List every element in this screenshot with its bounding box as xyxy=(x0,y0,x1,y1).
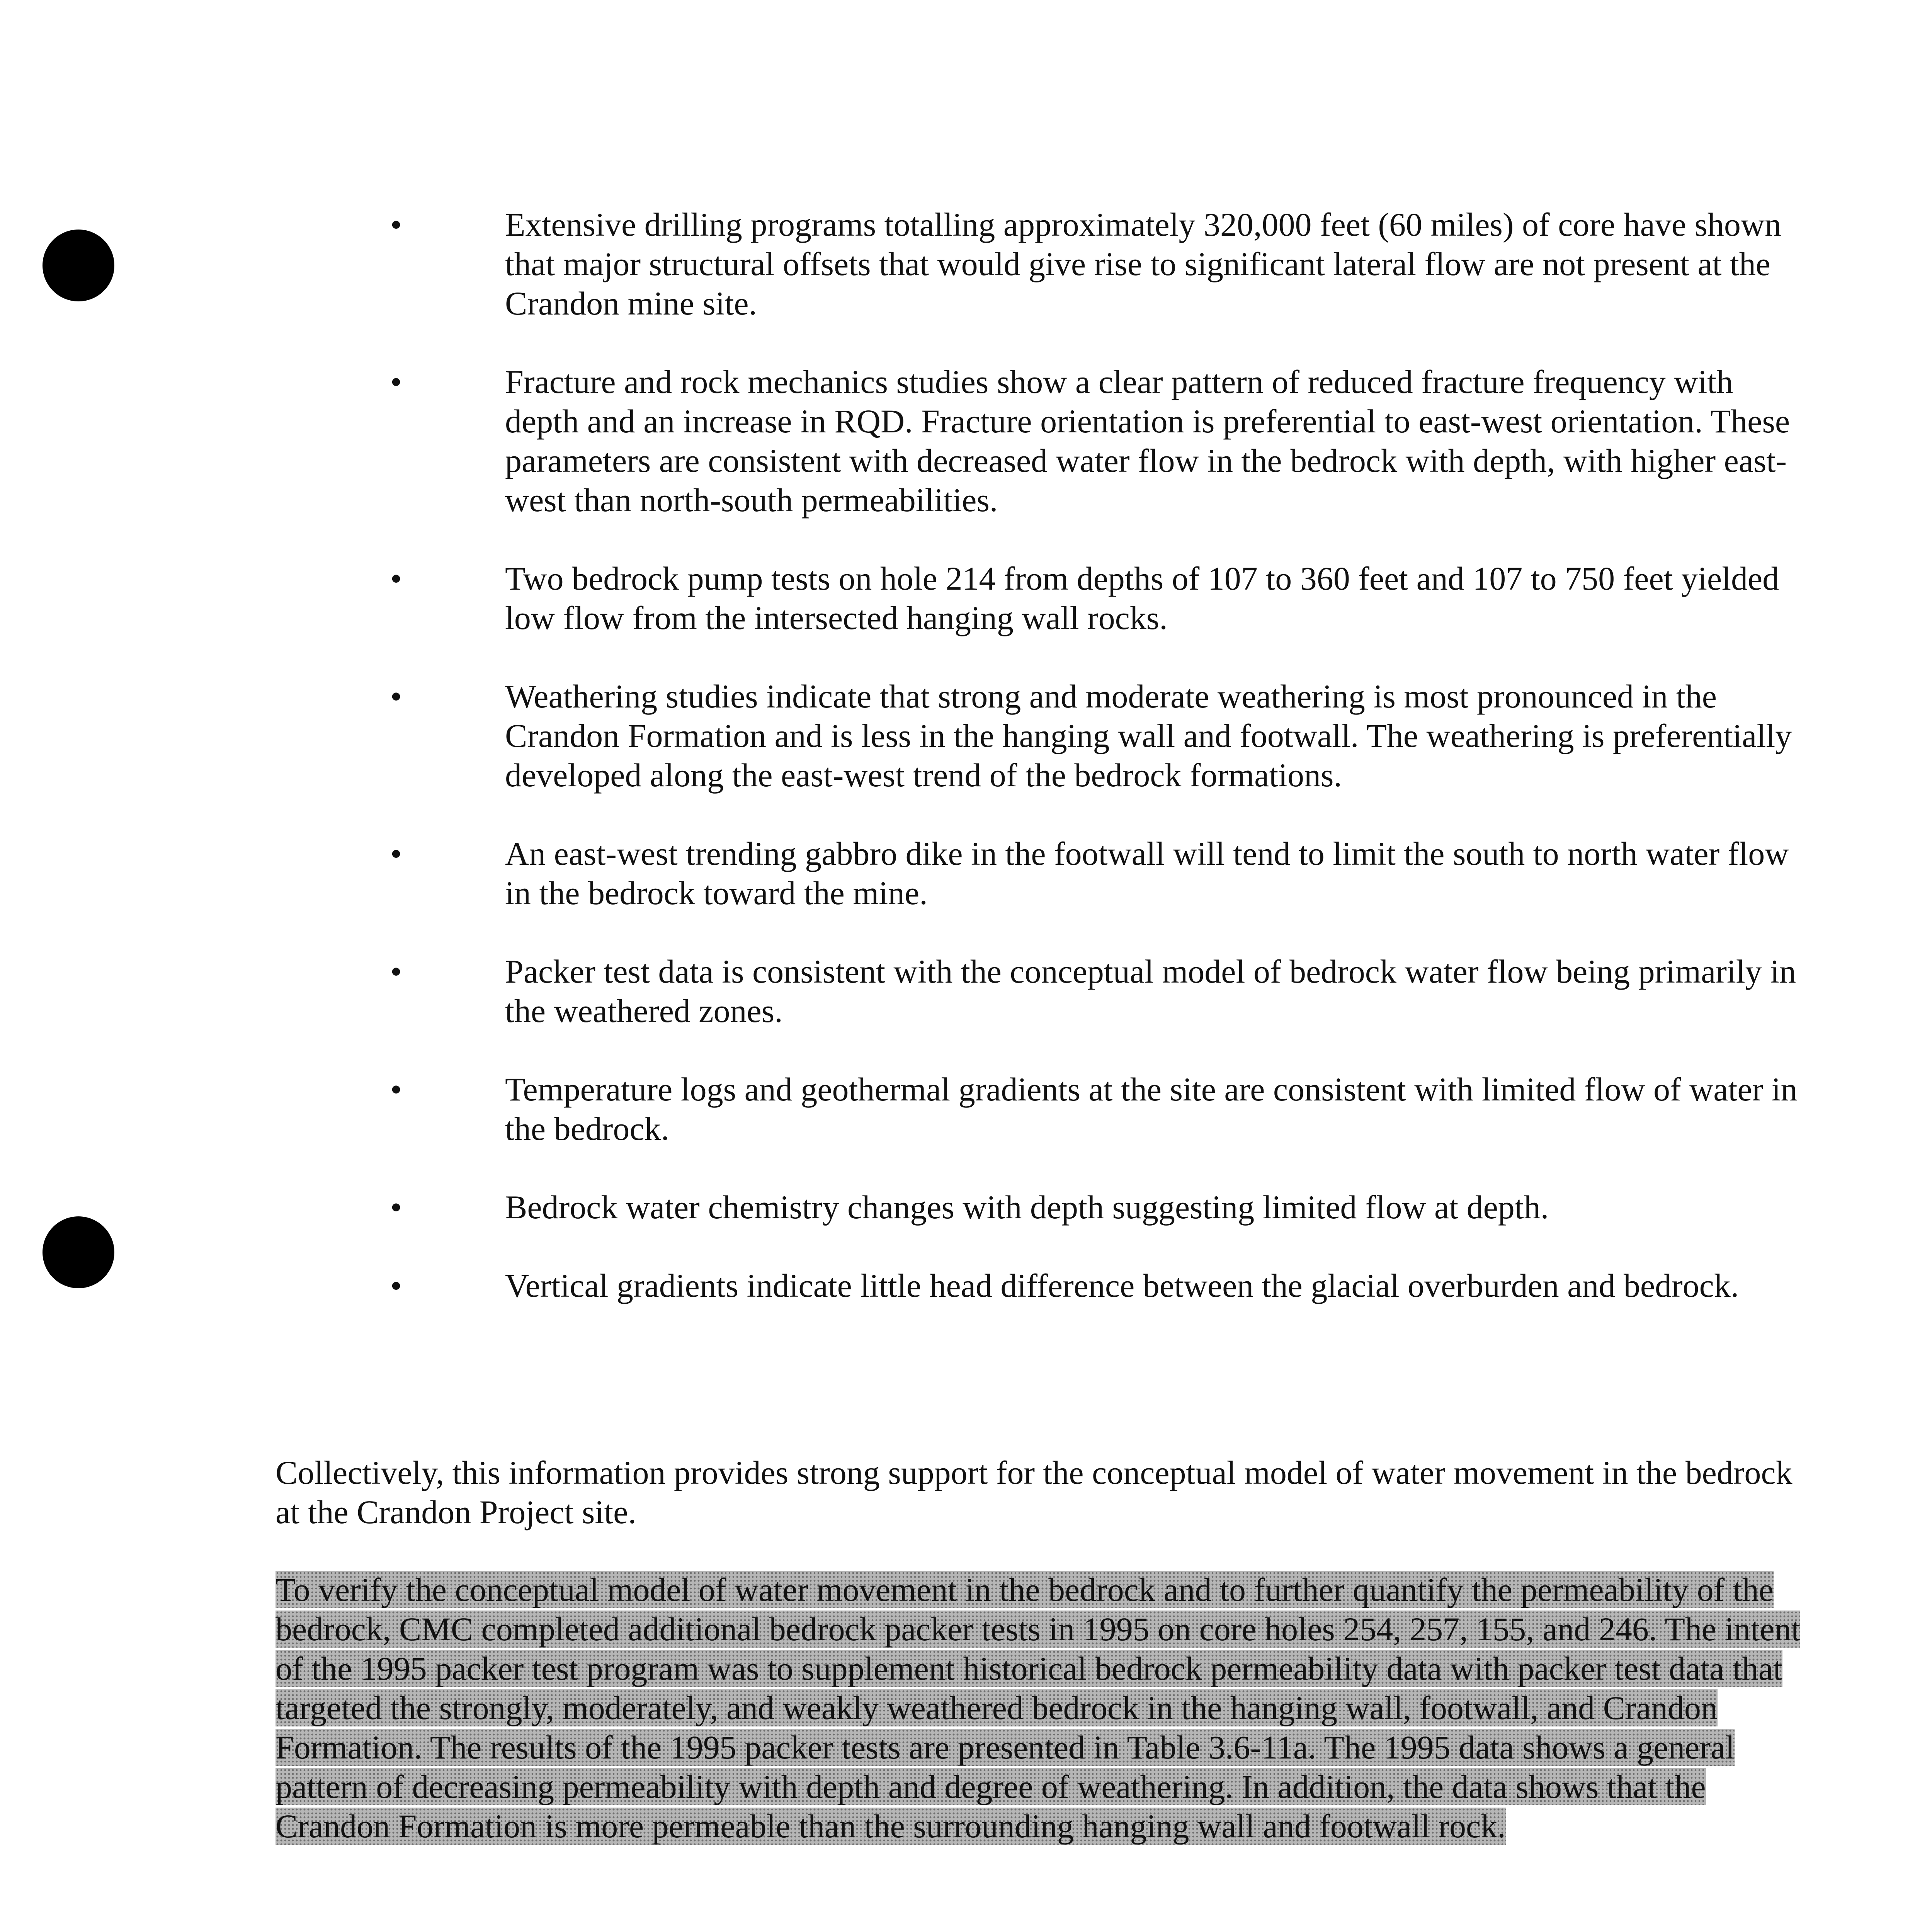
bullet-item xyxy=(390,362,1812,520)
findings-bullet-list xyxy=(390,205,1812,1344)
bullet-text: Packer test data is consistent with the conceptual model of bedrock water flow being primarily in the weathered zones. xyxy=(505,953,1796,1029)
bullet-mark: • xyxy=(390,1071,402,1108)
bullet-mark: • xyxy=(390,1267,402,1304)
bullet-item xyxy=(390,205,1812,323)
bullet-text: Bedrock water chemistry changes with depth suggesting limited flow at depth. xyxy=(505,1189,1549,1226)
bullet-text: Two bedrock pump tests on hole 214 from depths of 107 to 360 feet and 107 to 750 feet yielded low flow from the intersected hanging wall rocks. xyxy=(505,560,1779,636)
highlighted-text: To verify the conceptual model of water movement in the bedrock and to further quantify the permeability of the bedrock, CMC completed additional bedrock packer tests in 1995 on core holes 254, 257, 155, and 246. The intent of the 1995 packer test program was to supplement historical bedrock permeability data with packer test data that targeted the strongly, moderately, and weakly weathered bedrock in the hanging wall, footwall, and Crandon Formation. The results of the 1995 packer tests are presented in Table 3.6-11a. The 1995 data shows a general pattern of decreasing permeability with depth and degree of weathering. In addition, the data shows that the Crandon Formation is more permeable than the surrounding hanging wall and footwall rock. xyxy=(276,1571,1801,1845)
bullet-item xyxy=(390,1070,1812,1148)
summary-paragraph: Collectively, this information provides strong support for the conceptual model of water movement in the bedrock at the Crandon Project site. xyxy=(276,1454,1793,1531)
bullet-item xyxy=(390,1266,1812,1305)
bullet-mark: • xyxy=(390,953,402,990)
bullet-text: Fracture and rock mechanics studies show a clear pattern of reduced fracture frequency with depth and an increase in RQD. Fracture orientation is preferential to east-west orientation. These parameters are consistent with decreased water flow in the bedrock with depth, with higher east-west than north-south permeabilities. xyxy=(505,363,1790,519)
bullet-mark: • xyxy=(390,1189,402,1226)
bullet-item xyxy=(390,559,1812,638)
packer-test-paragraph xyxy=(276,1570,1810,1846)
bullet-mark: • xyxy=(390,678,402,715)
bullet-text: Weathering studies indicate that strong and moderate weathering is most pronounced in the Crandon Formation and is less in the hanging wall and footwall. The weathering is preferentially developed along the east-west trend of the bedrock formations. xyxy=(505,678,1792,794)
bullet-mark: • xyxy=(390,560,402,597)
binder-hole xyxy=(43,1216,114,1288)
bullet-text: An east-west trending gabbro dike in the footwall will tend to limit the south to north water flow in the bedrock toward the mine. xyxy=(505,835,1789,912)
bullet-mark: • xyxy=(390,835,402,872)
bullet-text: Extensive drilling programs totalling approximately 320,000 feet (60 miles) of core have shown that major structural offsets that would give rise to significant lateral flow are not present at the Crandon mine site. xyxy=(505,206,1782,322)
bullet-mark: • xyxy=(390,206,402,243)
bullet-item xyxy=(390,1187,1812,1227)
bullet-text: Vertical gradients indicate little head difference between the glacial overburden and bedrock. xyxy=(505,1267,1739,1304)
bullet-text: Temperature logs and geothermal gradients at the site are consistent with limited flow of water in the bedrock. xyxy=(505,1071,1798,1147)
binder-hole xyxy=(43,230,114,301)
bullet-item xyxy=(390,834,1812,913)
bullet-item xyxy=(390,677,1812,795)
bullet-item xyxy=(390,952,1812,1031)
bullet-mark: • xyxy=(390,363,402,400)
